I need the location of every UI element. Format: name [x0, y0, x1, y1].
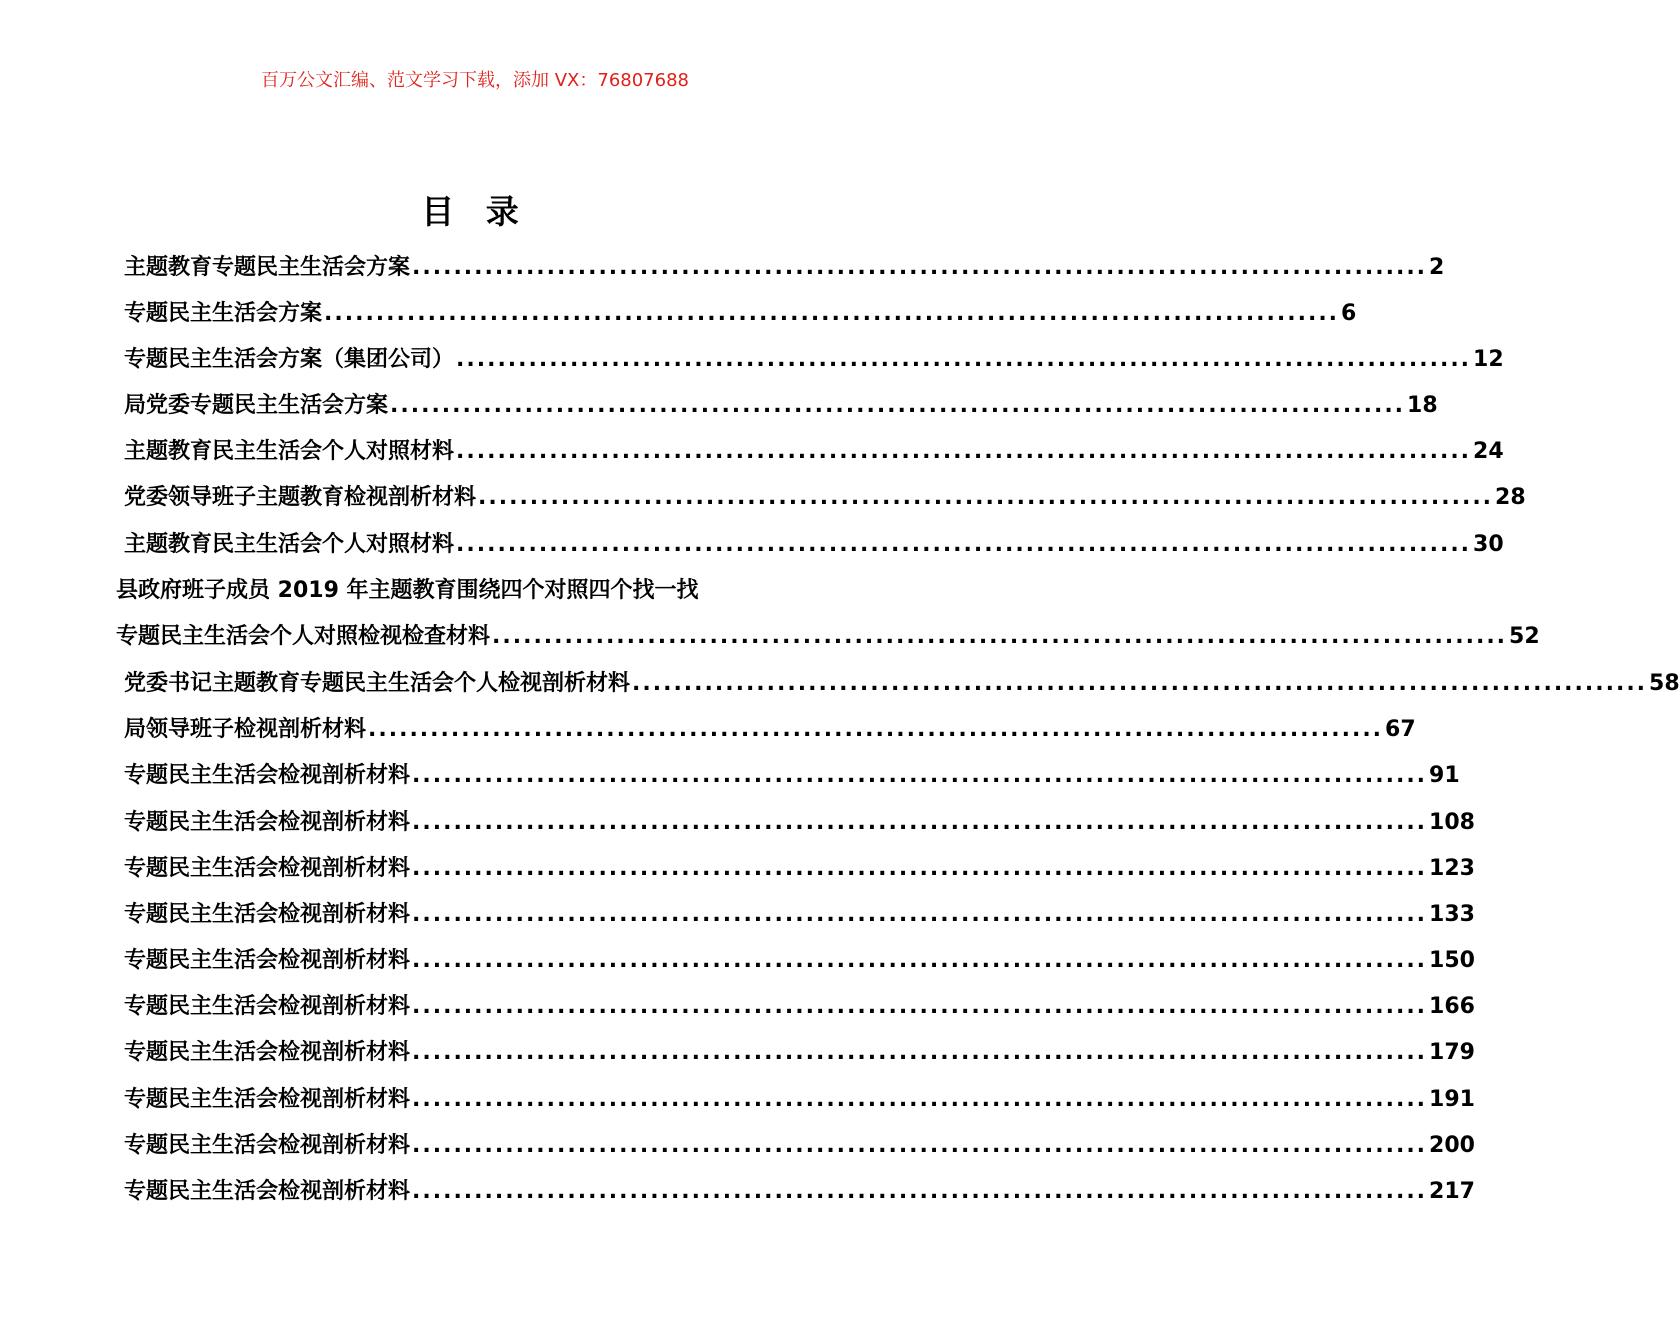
toc-entry[interactable] — [124, 1126, 1475, 1166]
toc-entry-page: 150 — [1429, 948, 1475, 973]
dot-leader: .................................................................................................. — [456, 532, 1472, 557]
dot-leader: .................................................................................................. — [412, 902, 1428, 927]
toc-entry-page: 58 — [1649, 671, 1680, 696]
toc-entry-page: 6 — [1341, 301, 1357, 326]
toc-entry[interactable] — [124, 803, 1475, 843]
toc-entry-title: 专题民主生活会检视剖析材料 — [124, 1040, 411, 1065]
toc-entry[interactable] — [124, 987, 1475, 1027]
page-title: 目 录 — [421, 192, 529, 231]
dot-leader: .................................................................................................. — [478, 485, 1494, 510]
toc-entry-page: 2 — [1429, 255, 1445, 280]
toc-entry-page: 52 — [1509, 624, 1540, 649]
toc-entry-title: 专题民主生活会检视剖析材料 — [124, 1179, 411, 1204]
toc-entry-page: 123 — [1429, 856, 1475, 881]
toc-entry-page: 133 — [1429, 902, 1475, 927]
toc-entry[interactable] — [124, 1080, 1475, 1120]
toc-entry[interactable] — [124, 941, 1475, 981]
toc-entry[interactable] — [124, 710, 1416, 750]
toc-entry-page: 217 — [1429, 1179, 1475, 1204]
dot-leader: .................................................................................................. — [368, 717, 1384, 742]
dot-leader: .................................................................................................. — [412, 1087, 1428, 1112]
toc-entry-title: 局领导班子检视剖析材料 — [124, 717, 367, 742]
toc-entry[interactable] — [124, 895, 1475, 935]
watermark-header: 百万公文汇编、范文学习下载，添加 VX：76807688 — [261, 70, 689, 91]
toc-entry-page: 28 — [1495, 485, 1526, 510]
dot-leader: .................................................................................................. — [412, 994, 1428, 1019]
toc-entry[interactable] — [124, 340, 1504, 380]
toc-entry-title: 主题教育民主生活会个人对照材料 — [124, 532, 455, 557]
toc-entry[interactable] — [116, 617, 1540, 657]
toc-entry-title: 专题民主生活会检视剖析材料 — [124, 902, 411, 927]
toc-entry-page: 67 — [1385, 717, 1416, 742]
toc-entry-title: 专题民主生活会检视剖析材料 — [124, 1087, 411, 1112]
toc-entry[interactable] — [124, 248, 1445, 288]
dot-leader: .................................................................................................. — [456, 439, 1472, 464]
toc-entry[interactable] — [124, 849, 1475, 889]
toc-entry[interactable] — [124, 1033, 1475, 1073]
dot-leader: .................................................................................................. — [412, 1040, 1428, 1065]
dot-leader: .................................................................................................. — [632, 671, 1648, 696]
dot-leader: .................................................................................................. — [390, 393, 1406, 418]
toc-entry-title: 专题民主生活会检视剖析材料 — [124, 1133, 411, 1158]
toc-entry[interactable] — [124, 756, 1460, 796]
toc-entry-page: 200 — [1429, 1133, 1475, 1158]
toc-entry-title: 专题民主生活会检视剖析材料 — [124, 994, 411, 1019]
toc-entry-title: 专题民主生活会检视剖析材料 — [124, 948, 411, 973]
toc-entry-title: 主题教育民主生活会个人对照材料 — [124, 439, 455, 464]
dot-leader: .................................................................................................. — [412, 255, 1428, 280]
toc-entry[interactable] — [124, 478, 1526, 518]
toc-entry-page: 166 — [1429, 994, 1475, 1019]
toc-entry-page: 24 — [1473, 439, 1504, 464]
dot-leader: .................................................................................................. — [492, 624, 1508, 649]
toc-entry-page: 30 — [1473, 532, 1504, 557]
toc-entry-page: 179 — [1429, 1040, 1475, 1065]
dot-leader: .................................................................................................. — [412, 948, 1428, 973]
toc-entry[interactable] — [124, 525, 1504, 565]
toc-entry-page: 191 — [1429, 1087, 1475, 1112]
dot-leader: .................................................................................................. — [324, 301, 1340, 326]
dot-leader: .................................................................................................. — [412, 856, 1428, 881]
toc-entry-title: 专题民主生活会检视剖析材料 — [124, 856, 411, 881]
toc-entry-title: 专题民主生活会检视剖析材料 — [124, 763, 411, 788]
toc-entry-page: 108 — [1429, 810, 1475, 835]
toc-entry-title: 党委领导班子主题教育检视剖析材料 — [124, 485, 477, 510]
toc-entry-title-line1[interactable]: 县政府班子成员 2019 年主题教育围绕四个对照四个找一找 — [116, 578, 699, 603]
toc-entry-title: 专题民主生活会方案（集团公司） — [124, 347, 455, 372]
toc-entry[interactable] — [124, 1172, 1475, 1212]
dot-leader: .................................................................................................. — [412, 1133, 1428, 1158]
dot-leader: .................................................................................................. — [412, 763, 1428, 788]
toc-entry-title: 专题民主生活会方案 — [124, 301, 323, 326]
dot-leader: .................................................................................................. — [412, 1179, 1428, 1204]
dot-leader: .................................................................................................. — [412, 810, 1428, 835]
toc-entry-title: 主题教育专题民主生活会方案 — [124, 255, 411, 280]
toc-entry[interactable] — [124, 432, 1504, 472]
toc-entry-title: 党委书记主题教育专题民主生活会个人检视剖析材料 — [124, 671, 631, 696]
dot-leader: .................................................................................................. — [456, 347, 1472, 372]
toc-entry-page: 91 — [1429, 763, 1460, 788]
toc-entry-page: 12 — [1473, 347, 1504, 372]
toc-entry[interactable] — [124, 294, 1357, 334]
toc-entry-title: 局党委专题民主生活会方案 — [124, 393, 389, 418]
toc-entry-page: 18 — [1407, 393, 1438, 418]
toc-entry-title: 专题民主生活会检视剖析材料 — [124, 810, 411, 835]
toc-entry-title: 专题民主生活会个人对照检视检查材料 — [116, 624, 491, 649]
toc-entry[interactable] — [124, 664, 1680, 704]
toc-entry[interactable] — [124, 386, 1438, 426]
